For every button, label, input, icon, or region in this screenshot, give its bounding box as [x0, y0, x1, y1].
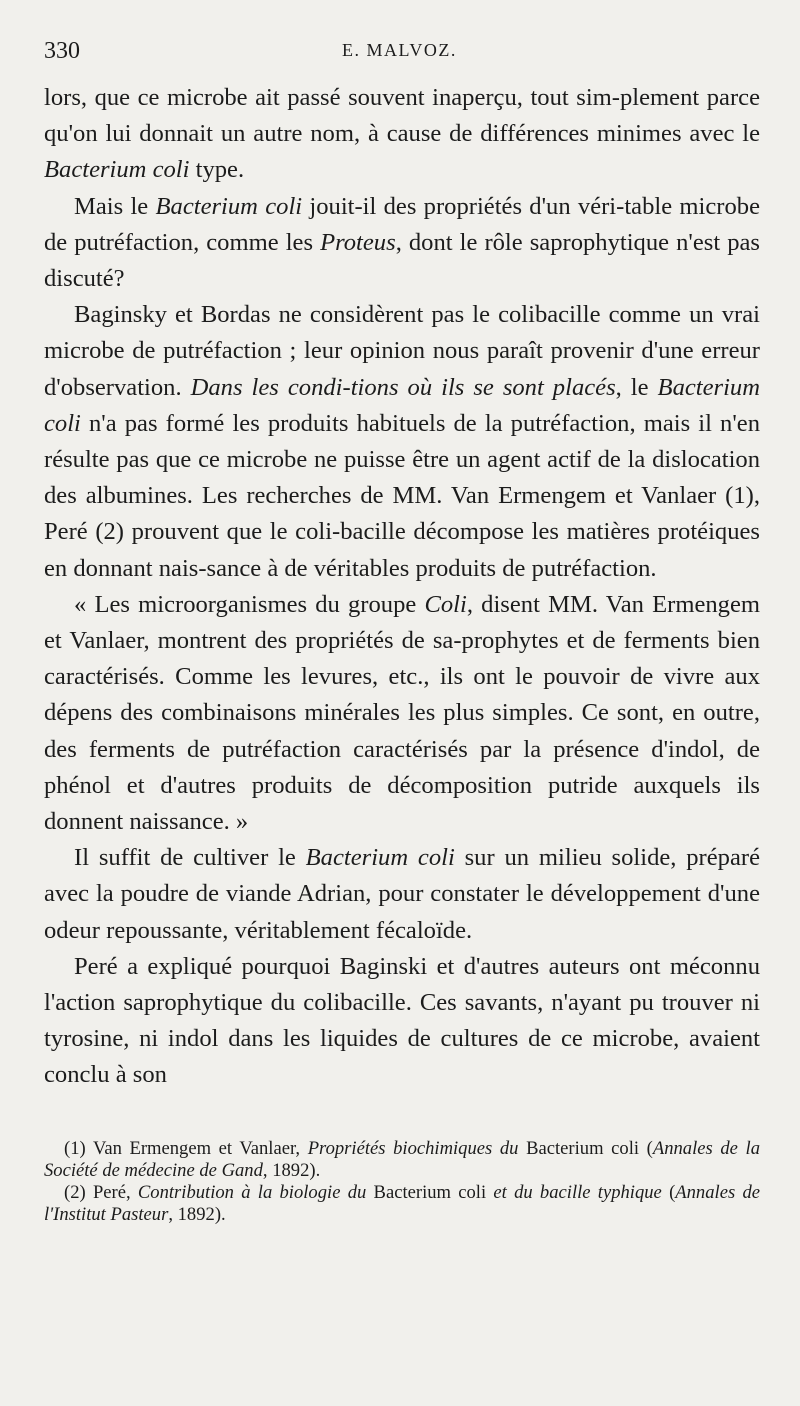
italic-text-run: Bacterium coli: [44, 373, 760, 437]
italic-text-run: Dans les condi-tions où ils se sont placés: [190, 373, 616, 401]
text-run: Baginsky et Bordas ne considèrent pas le colibacille comme un vrai microbe de putréfaction ; leur opinion nous paraît provenir d'une erreur d'observation.: [44, 301, 760, 401]
paragraph-2: [44, 189, 760, 298]
running-head-author: E. MALVOZ.: [342, 40, 457, 60]
italic-text-run: Contribution à la biologie du: [137, 1181, 367, 1203]
text-run: jouit-il des propriétés d'un véri-table microbe de putréfaction, comme les: [44, 192, 760, 256]
text-run: Peré a expliqué pourquoi Baginski et d'autres auteurs ont méconnu l'action saprophytique du colibacille. Ces savants, n'ayant pu trouver ni tyrosine, ni indol dans les liquides de cultures de ce microbe, avaient conclu à son: [44, 952, 760, 1089]
footnote-1: [44, 1138, 760, 1182]
text-run: , dont le rôle saprophytique n'est pas discuté?: [44, 228, 760, 293]
text-run: Il suffit de cultiver le: [74, 844, 306, 872]
page-number: 330: [44, 38, 80, 64]
text-run: Mais le: [74, 192, 156, 220]
text-run: sur un milieu solide, préparé avec la poudre de viande Adrian, pour constater le développement d'une odeur repoussante, véritablement fécaloïde.: [44, 844, 760, 944]
footnote-2: [44, 1182, 760, 1226]
italic-text-run: Propriétés biochimiques du: [307, 1137, 519, 1159]
italic-text-run: Bacterium coli: [44, 156, 190, 184]
text-run: n'a pas formé les produits habituels de la putréfaction, mais il n'en résulte pas que ce microbe ne puisse être un agent actif de la dislocation des albumines. Les recherches de MM. Van Ermengem et Vanlaer (1), Peré (2) prouvent que le coli-bacille décompose les matières protéiques en donnant nais-sance à de véritables produits de putréfaction.: [44, 409, 760, 582]
italic-text-run: Annales de la Société de médecine de Gand: [44, 1137, 761, 1181]
text-run: , 1892).: [168, 1203, 226, 1225]
paragraph-3: [44, 297, 760, 587]
text-run: type.: [189, 156, 245, 184]
book-page: [44, 30, 760, 1226]
italic-text-run: Proteus: [320, 228, 396, 256]
italic-text-run: Bacterium coli: [305, 844, 455, 872]
text-run: , disent MM. Van Ermengem et Vanlaer, montrent des propriétés de sa-prophytes et de ferments bien caractérisés. Comme les levures, etc., ils ont le pouvoir de vivre aux dépens des combinaisons minérales les plus simples. Ce sont, en outre, des ferments de putréfaction caractérisés par la présence d'indol, de phénol et d'autres produits de décomposition putride auxquels ils donnent naissance. »: [44, 590, 761, 836]
paragraph-1: [44, 80, 760, 189]
text-run: , le: [615, 373, 658, 401]
text-run: (: [661, 1181, 676, 1203]
text-run: lors, que ce microbe ait passé souvent inaperçu, tout sim-plement parce qu'on lui donnait un autre nom, à cause de différences minimes avec le: [44, 84, 760, 148]
text-run: Bacterium coli: [366, 1181, 494, 1203]
text-run: Bacterium coli (: [518, 1137, 653, 1159]
paragraph-6: [44, 949, 760, 1094]
paragraph-4-quotation: [44, 587, 760, 840]
italic-text-run: Bacterium coli: [155, 192, 303, 220]
italic-text-run: Coli: [424, 590, 467, 618]
footnotes: [44, 1138, 760, 1226]
italic-text-run: et du bacille typhique: [493, 1181, 662, 1203]
body-text: [44, 80, 760, 1094]
italic-text-run: Annales de l'Institut Pasteur: [44, 1181, 760, 1225]
text-run: « Les microorganismes du groupe: [74, 590, 425, 618]
paragraph-5: [44, 840, 760, 949]
text-run: (1) Van Ermengem et Vanlaer,: [64, 1137, 308, 1159]
text-run: (2) Peré,: [64, 1181, 138, 1203]
running-head: [44, 30, 760, 80]
text-run: , 1892).: [262, 1159, 321, 1181]
